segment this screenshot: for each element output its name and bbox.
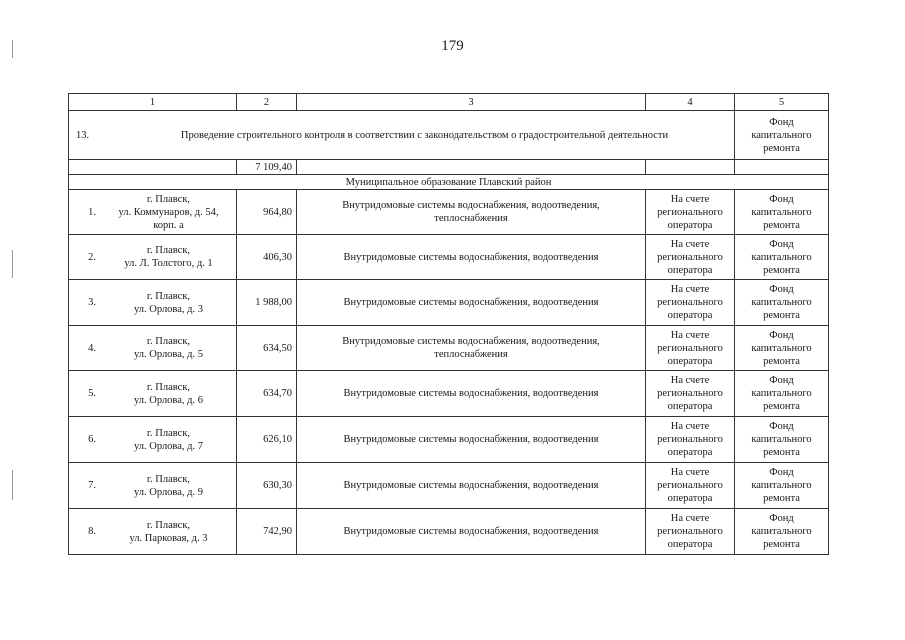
address-cell: [69, 371, 237, 417]
account: На счете регионального оператора: [646, 235, 735, 280]
table-row: [69, 235, 829, 280]
empty-cell: [646, 160, 735, 175]
fund: Фонд капитального ремонта: [735, 509, 829, 555]
row-number: 5.: [88, 388, 96, 399]
area: 634,50: [237, 326, 297, 371]
area: 406,30: [237, 235, 297, 280]
account: На счете регионального оператора: [646, 280, 735, 326]
section-row: [69, 111, 829, 160]
account: На счете регионального оператора: [646, 417, 735, 463]
section-fund: Фонд капитального ремонта: [735, 111, 829, 160]
column-number: 1: [69, 94, 237, 111]
account: На счете регионального оператора: [646, 190, 735, 235]
address-cell: [69, 509, 237, 555]
account: На счете регионального оператора: [646, 326, 735, 371]
table-row: [69, 371, 829, 417]
section-total-row: [69, 160, 829, 175]
works: Внутридомовые системы водоснабжения, водоотведения: [297, 509, 646, 555]
area: 742,90: [237, 509, 297, 555]
works: Внутридомовые системы водоснабжения, водоотведения: [297, 371, 646, 417]
fund: Фонд капитального ремонта: [735, 326, 829, 371]
address: г. Плавск, ул. Орлова, д. 9: [133, 473, 204, 498]
fund: Фонд капитального ремонта: [735, 371, 829, 417]
area: 630,30: [237, 463, 297, 509]
table-row: [69, 326, 829, 371]
area: 626,10: [237, 417, 297, 463]
row-number: 2.: [88, 251, 96, 263]
area: 634,70: [237, 371, 297, 417]
row-number: 1.: [88, 206, 96, 218]
fund: Фонд капитального ремонта: [735, 280, 829, 326]
row-number: 7.: [88, 480, 96, 491]
table-row: [69, 417, 829, 463]
column-number: 2: [237, 94, 297, 111]
account: На счете регионального оператора: [646, 371, 735, 417]
works: Внутридомовые системы водоснабжения, водоотведения: [297, 463, 646, 509]
works: Внутридомовые системы водоснабжения, водоотведения, теплоснабжения: [297, 326, 646, 371]
address: г. Плавск, ул. Орлова, д. 3: [133, 290, 204, 315]
empty-cell: [735, 160, 829, 175]
address-cell: [69, 190, 237, 235]
address-cell: [69, 463, 237, 509]
margin-line-middle: [12, 250, 13, 278]
works: Внутридомовые системы водоснабжения, водоотведения, теплоснабжения: [297, 190, 646, 235]
fund: Фонд капитального ремонта: [735, 235, 829, 280]
section-title: Проведение строительного контроля в соответствии с законодательством о градостроительной деятельности: [180, 129, 669, 141]
page-number: 179: [441, 38, 464, 54]
table-row: [69, 463, 829, 509]
row-number: 6.: [88, 434, 96, 445]
area: 964,80: [237, 190, 297, 235]
fund: Фонд капитального ремонта: [735, 463, 829, 509]
column-number-row: [69, 94, 829, 111]
address: г. Плавск, ул. Орлова, д. 7: [133, 427, 204, 452]
empty-cell: [69, 160, 237, 175]
area: 1 988,00: [237, 280, 297, 326]
address-cell: [69, 235, 237, 280]
row-number: 8.: [88, 526, 96, 537]
municipality-row: [69, 175, 829, 190]
section-title-cell: [69, 111, 735, 160]
table-row: [69, 280, 829, 326]
municipality-title: Муниципальное образование Плавский район: [69, 175, 829, 190]
fund: Фонд капитального ремонта: [735, 417, 829, 463]
address: г. Плавск, ул. Орлова, д. 5: [133, 336, 204, 360]
table-row: [69, 190, 829, 235]
fund: Фонд капитального ремонта: [735, 190, 829, 235]
row-number: 3.: [88, 297, 96, 308]
section-number: 13.: [76, 129, 90, 141]
margin-line-bottom: [12, 470, 13, 500]
works: Внутридомовые системы водоснабжения, водоотведения: [297, 280, 646, 326]
address-cell: [69, 326, 237, 371]
account: На счете регионального оператора: [646, 509, 735, 555]
column-number: 5: [735, 94, 829, 111]
column-number: 4: [646, 94, 735, 111]
repair-program-table: [68, 93, 829, 555]
row-number: 4.: [88, 342, 96, 354]
address: г. Плавск, ул. Л. Толстого, д. 1: [124, 245, 213, 269]
table-row: [69, 509, 829, 555]
column-number: 3: [297, 94, 646, 111]
works: Внутридомовые системы водоснабжения, водоотведения: [297, 417, 646, 463]
empty-cell: [297, 160, 646, 175]
account: На счете регионального оператора: [646, 463, 735, 509]
address-cell: [69, 280, 237, 326]
address: г. Плавск, ул. Орлова, д. 6: [133, 381, 204, 406]
address: г. Плавск, ул. Коммунаров, д. 54, корп. а: [118, 193, 219, 231]
address-cell: [69, 417, 237, 463]
address: г. Плавск, ул. Парковая, д. 3: [129, 519, 208, 544]
works: Внутридомовые системы водоснабжения, водоотведения: [297, 235, 646, 280]
section-total-area: 7 109,40: [237, 160, 297, 175]
